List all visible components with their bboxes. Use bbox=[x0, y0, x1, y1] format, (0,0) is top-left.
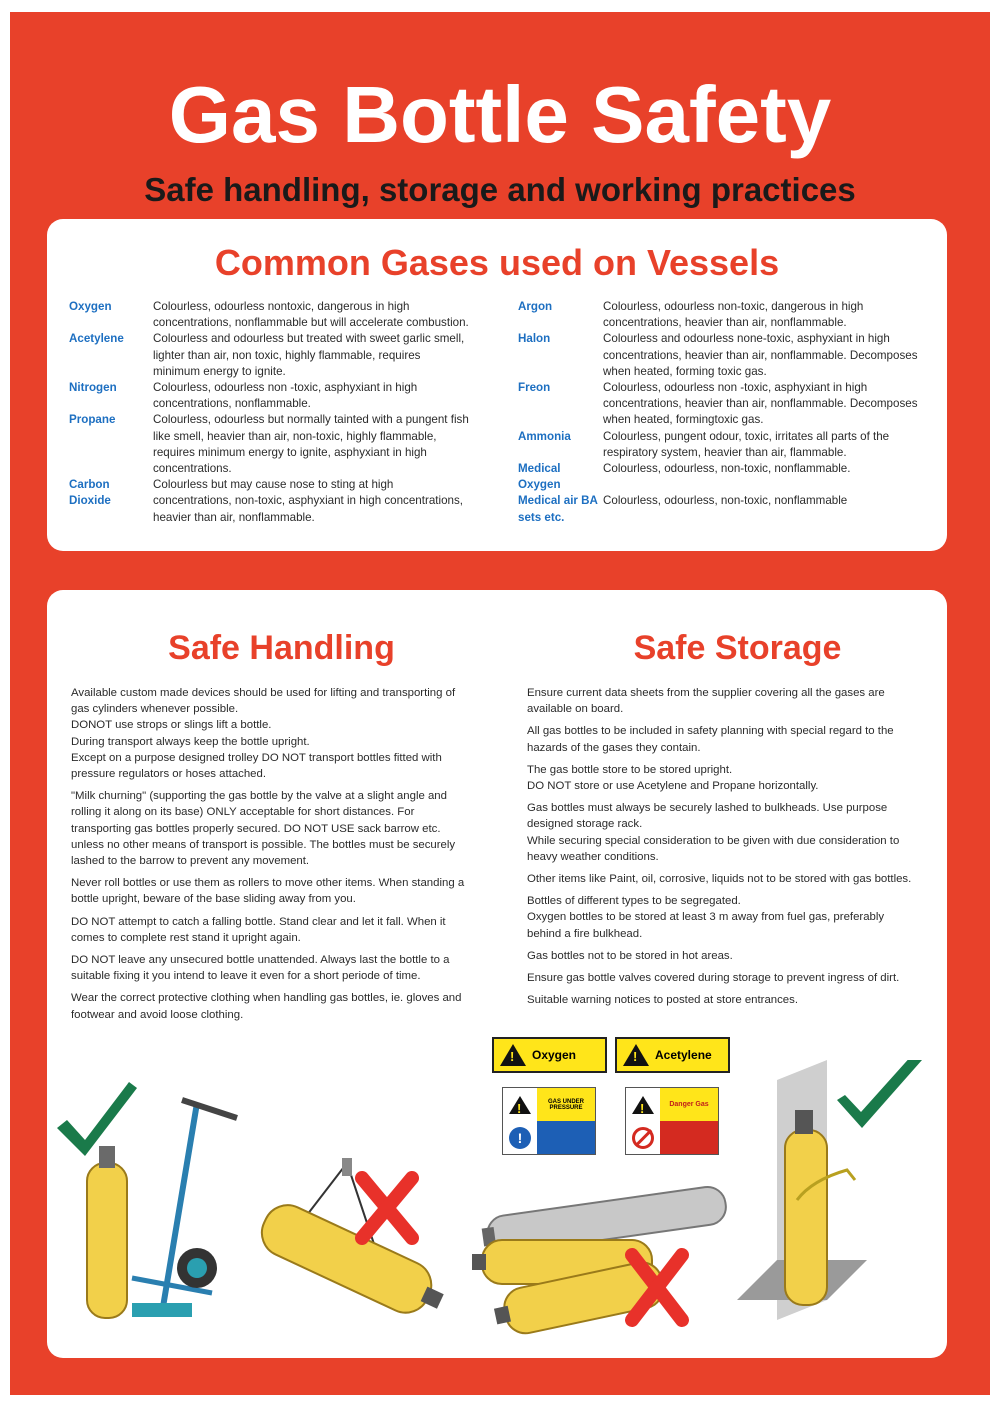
secured-bottle-illustration bbox=[737, 1060, 937, 1340]
gas-under-pressure-label: GAS UNDER PRESSURE bbox=[537, 1088, 595, 1121]
gas-row bbox=[518, 380, 938, 429]
page-title: Gas Bottle Safety bbox=[168, 70, 832, 159]
gas-description: Colourless, odourless non-toxic, dangerous in high concentrations, heavier than air, nonflammable. bbox=[603, 300, 864, 330]
danger-gas-label: Danger Gas bbox=[660, 1088, 718, 1121]
prohibition-icon bbox=[632, 1127, 654, 1149]
gas-description: Colourless, odourless nontoxic, dangerous in high concentrations, nonflammable but will accelerate combustion. bbox=[153, 300, 469, 330]
gas-name: Medical air BA sets etc. bbox=[518, 494, 598, 524]
safety-panel bbox=[47, 590, 947, 1358]
storage-paragraph: Suitable warning notices to posted at store entrances. bbox=[527, 994, 799, 1007]
storage-paragraph: Gas bottles must always be securely lashed to bulkheads. Use purpose designed storage rack. While securing special consideration to be given with due consideration to heavy weather conditions. bbox=[527, 802, 900, 863]
gas-row bbox=[69, 477, 469, 526]
handling-paragraph: DO NOT leave any unsecured bottle unattended. Always last the bottle to a suitable fixing it you intend to leave it even for a short periode of time. bbox=[71, 954, 450, 983]
warning-triangle-icon bbox=[623, 1044, 649, 1066]
acetylene-warning-sign bbox=[615, 1037, 730, 1073]
storage-paragraph: All gas bottles to be included in safety planning with special regard to the hazards of the gases they contain. bbox=[527, 725, 894, 754]
sling-lift-illustration bbox=[237, 1158, 457, 1338]
info-icon: ! bbox=[509, 1127, 531, 1149]
gas-row bbox=[518, 331, 938, 380]
gas-row bbox=[69, 380, 469, 412]
gas-description: Colourless, odourless non -toxic, asphyxiant in high concentrations, nonflammable. bbox=[153, 381, 418, 411]
storage-paragraph: Other items like Paint, oil, corrosive, liquids not to be stored with gas bottles. bbox=[527, 873, 912, 886]
warning-triangle-icon bbox=[632, 1096, 654, 1114]
gas-name: Ammonia bbox=[518, 429, 571, 443]
gas-name: Halon bbox=[518, 332, 551, 346]
safe-storage-heading: Safe Storage bbox=[633, 629, 842, 667]
gas-name: Nitrogen bbox=[69, 381, 117, 395]
gas-description: Colourless, odourless, non-toxic, nonflammable. bbox=[603, 462, 851, 476]
oxygen-sign-label: Oxygen bbox=[532, 1048, 577, 1062]
rolling-bottles-illustration bbox=[432, 1180, 732, 1340]
handling-paragraph: Available custom made devices should be used for lifting and transporting of gas cylinders whenever possible. DONOT use strops or slings lift a bottle. During transport always keep the bottle upright. Except on a purpose designed trolley DO NOT transport bottles fitted with pressure regulators or hoses attached. bbox=[71, 687, 456, 781]
acetylene-sign-label: Acetylene bbox=[655, 1048, 712, 1062]
gas-row bbox=[518, 429, 938, 461]
common-gases-heading: Common Gases used on Vessels bbox=[214, 242, 780, 283]
gas-row bbox=[69, 331, 469, 380]
gas-description: Colourless but may cause nose to sting at high concentrations, non-toxic, asphyxiant in high concentrations, heavier than air, nonflammable. bbox=[153, 478, 463, 524]
storage-paragraph: The gas bottle store to be stored upright. DO NOT store or use Acetylene and Propane horizontally. bbox=[527, 763, 819, 793]
gas-description: Colourless, odourless, non-toxic, nonflammable bbox=[603, 494, 848, 508]
gas-under-pressure-sign bbox=[502, 1087, 596, 1155]
handling-paragraph: Wear the correct protective clothing when handling gas bottles, ie. gloves and footwear and avoid loose clothing. bbox=[71, 992, 462, 1021]
gas-name: Acetylene bbox=[69, 332, 124, 346]
gas-row bbox=[518, 461, 938, 493]
gas-name: Freon bbox=[518, 381, 551, 395]
storage-paragraph: Ensure gas bottle valves covered during storage to prevent ingress of dirt. bbox=[527, 972, 900, 985]
gas-name: Carbon Dioxide bbox=[69, 478, 111, 508]
page-subtitle: Safe handling, storage and working practices bbox=[144, 171, 856, 208]
gas-name: Argon bbox=[518, 300, 553, 313]
gas-row bbox=[69, 299, 469, 331]
poster bbox=[10, 12, 990, 1395]
storage-paragraph: Gas bottles not to be stored in hot areas. bbox=[527, 949, 733, 962]
gas-name: Propane bbox=[69, 413, 116, 427]
gas-row bbox=[518, 493, 938, 525]
safe-handling-heading: Safe Handling bbox=[168, 629, 395, 667]
tick-icon bbox=[57, 1082, 137, 1156]
gas-description: Colourless and odourless but treated with sweet garlic smell, lighter than air, non toxic, highly flammable, requires minimum energy to ignite. bbox=[153, 332, 465, 378]
gas-list-left bbox=[69, 299, 469, 526]
warning-triangle-icon bbox=[500, 1044, 526, 1066]
oxygen-warning-sign bbox=[492, 1037, 607, 1073]
gas-description: Colourless, pungent odour, toxic, irritates all parts of the respiratory system, heavier than air, flammable. bbox=[603, 429, 890, 459]
storage-paragraph: Ensure current data sheets from the supplier covering all the gases are available on board. bbox=[527, 687, 885, 716]
gas-row bbox=[69, 412, 469, 477]
tick-icon bbox=[837, 1060, 922, 1128]
gas-description: Colourless, odourless but normally tainted with a pungent fish like smell, heavier than air, non-toxic, highly flammable, requires minimum energy to ignite, asphyxiant in high concentrations. bbox=[153, 413, 469, 476]
warning-triangle-icon bbox=[509, 1096, 531, 1114]
trolley-illustration bbox=[47, 1078, 257, 1338]
gas-description: Colourless, odourless non -toxic, asphyxiant in high concentrations, heavier than air, nonflammable. Decomposes when heated, formingtoxic gas. bbox=[603, 381, 918, 427]
gas-name: Oxygen bbox=[69, 300, 112, 313]
handling-paragraph: "Milk churning" (supporting the gas bottle by the valve at a slight angle and rolling it along on its base) ONLY acceptable for short distances. For transporting gas bottles properly secured. DO NOT USE sack barrow etc. unless no other means of transport is possible. The bottles must be securely lashed to the barrow to prevent any movement. bbox=[71, 790, 456, 868]
handling-paragraph: DO NOT attempt to catch a falling bottle. Stand clear and let it fall. When it comes to complete rest stand it upright again. bbox=[71, 915, 446, 944]
safe-storage-text bbox=[527, 685, 917, 1014]
safe-handling-text bbox=[71, 685, 476, 1029]
gas-list-right bbox=[518, 299, 938, 526]
gas-description: Colourless and odourless none-toxic, asphyxiant in high concentrations, heavier than air, nonflammable. Decomposes when heated, forming toxic gas. bbox=[603, 332, 918, 378]
danger-gas-sign bbox=[625, 1087, 719, 1155]
storage-paragraph: Bottles of different types to be segregated. Oxygen bottles to be stored at least 3 m away from fuel gas, preferably behind a fire bulkhead. bbox=[527, 895, 885, 940]
cross-icon bbox=[362, 1178, 412, 1238]
gas-name: Medical Oxygen bbox=[518, 462, 561, 492]
gas-row bbox=[518, 299, 938, 331]
common-gases-panel bbox=[47, 219, 947, 551]
handling-paragraph: Never roll bottles or use them as rollers to move other items. When standing a bottle upright, beware of the base sliding away from you. bbox=[71, 877, 465, 906]
